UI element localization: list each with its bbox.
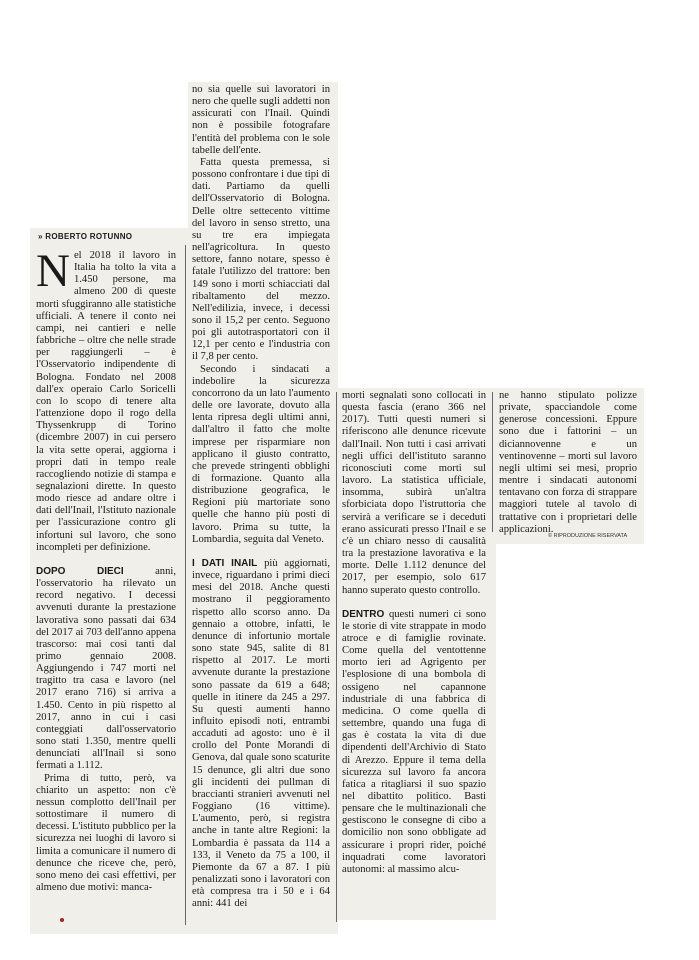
column-2: [192, 84, 330, 910]
column-4: [499, 390, 637, 536]
column-1: [36, 245, 176, 894]
section-lead: I DATI INAIL: [192, 557, 258, 569]
paragraph: Nel 2018 il lavoro in Italia ha tolto la vita a 1.450 persone, ma almeno 200 di queste morti sfuggiranno alle statistiche ufficiali. A tenere il conto nei campi, nei cantieri e nelle fabbriche – oltre che nelle strade per raggiungerli – è l'Osservatorio indipendente di Bologna. Fondato nel 2008 dall'ex operaio Carlo Soricelli con lo scopo di tenere alta l'attenzione dopo il rogo della Thyssenkrupp di Torino (dicembre 2007) in cui persero la vita sette operai, aggiorna i propri dati in tempo reale raccogliendo notizie di stampa e segnalazioni dirette. In questo modo riesce ad andare oltre i dati dell'Inail, l'Istituto nazionale per l'assicurazione contro gli infortuni sul lavoro, che sono incompleti per definizione.: [36, 245, 176, 553]
red-dot: [60, 918, 64, 922]
paragraph: morti segnalati sono collocati in questa fascia (erano 366 nel 2017). Tutti questi numeri si riferiscono alle denunce ricevute dall'Inail. Non tutti i casi arrivati negli uffici dell'istituto saranno riconosciuti come morti sul lavoro. La statistica ufficiale, insomma, subirà un'altra sforbiciata dopo l'istruttoria che servirà a verificare se i deceduti erano assicurati presso l'Inail e se c'è un chiaro nesso di causalità tra la prestazione lavorativa e la morte. Delle 1.112 denunce del 2017, per esempio, solo 617 hanno superato questo controllo.: [342, 390, 486, 596]
column-rule: [492, 392, 493, 532]
section-lead: DENTRO: [342, 608, 385, 620]
column-rule: [185, 245, 186, 925]
paragraph: ne hanno stipulato polizze private, spacciandole come generose concessioni. Eppure sono due i fattorini – un diciannovenne e un ventinovenne – morti sul lavoro negli ultimi sei mesi, proprio mentre i sindacati autonomi tentavano con forza di strappare maggiori tutele al tavolo di trattative con i proprietari delle applicazioni.: [499, 390, 637, 535]
drop-cap: N: [36, 245, 70, 297]
paragraph: no sia quelle sui lavoratori in nero che quelle sugli addetti non assicurati con l'Inail. Quindi non è possibile fotografare l'entità del problema con le sole tabelle dell'ente.: [192, 84, 330, 156]
section-lead: DOPO DIECI: [36, 565, 124, 577]
copyright-notice: © RIPRODUZIONE RISERVATA: [548, 533, 628, 539]
paragraph: I DATI INAIL più aggiornati, invece, riguardano i primi dieci mesi del 2018. Anche questi mostrano il peggioramento rispetto allo scorso anno. Da gennaio a ottobre, infatti, le denunce di infortunio mortale sono state 945, salite di 81 rispetto al 2017. Le morti avvenute durante la prestazione sono passate da 619 a 648; quelle in itinere da 245 a 297. Su questi aumenti hanno influito episodi noti, entrambi accaduti ad agosto: uno è il crollo del Ponte Morandi di Genova, dal quale sono scaturite 15 denunce, gli altri due sono gli incidenti dei pullman di braccianti stranieri avvenuti nel Foggiano (16 vittime). L'aumento, però, si registra anche in tante altre Regioni: la Lombardia è passata da 114 a 133, il Veneto da 75 a 100, il Piemonte da 67 a 87. I più penalizzati sono i lavoratori con età compresa tra i 50 e i 64 anni: 441 dei: [192, 557, 330, 910]
paragraph: DENTRO questi numeri ci sono le storie di vite strappate in modo atroce e di famiglie rovinate. Come quella del ventottenne morto ieri ad Agrigento per l'esplosione di una bombola di ossigeno nel capannone industriale di una fabbrica di medicina. O come quella di settembre, quando una fuga di gas è costata la vita di due dipendenti dell'Archivio di Stato di Arezzo. Eppure il tema della sicurezza sul lavoro fa ancora fatica a ritagliarsi il suo spazio nel dibattito politico. Basti pensare che le multinazionali che gestiscono le consegne di cibo a domicilio non sono obbligate ad assicurare i propri rider, poiché inquadrati come lavoratori autonomi: al massimo alcu-: [342, 608, 486, 875]
paragraph: Prima di tutto, però, va chiarito un aspetto: non c'è nessun complotto dell'Inail per sottostimare il numero di decessi. L'istituto pubblico per la sicurezza nei luoghi di lavoro si limita a comunicare il numero di denunce che riceve che, però, sono meno dei casi effettivi, per almeno due motivi: manca-: [36, 772, 176, 893]
paragraph: Fatta questa premessa, si possono confrontare i due tipi di dati. Partiamo da quelli dell'Osservatorio di Bologna. Delle oltre settecento vittime del lavoro in senso stretto, una su tre era impiegata nell'agricoltura. In questo settore, fanno notare, spesso è fatale l'utilizzo del trattore: ben 149 sono i morti schiacciati dal ribaltamento del mezzo. Nell'edilizia, invece, i decessi sono il 15,2 per cento. Seguono poi gli autotrasportatori con il 12,1 per cento e l'industria con il 7,8 per cento.: [192, 156, 330, 363]
paragraph: DOPO DIECI anni, l'osservatorio ha rilevato un record negativo. I decessi avvenuti durante la prestazione lavorativa sono passati dai 634 del 2017 ai 703 dell'anno appena trascorso: mai così tanti dal primo gennaio 2008. Aggiungendo i 747 morti nel tragitto tra casa e lavoro (nel 2017 erano 716) si arriva a 1.450. Cento in più rispetto al 2017, anno in cui i casi conteggiati dall'osservatorio sono stati 1.350, mentre quelli denunciati all'Inail si sono fermati a 1.112.: [36, 565, 176, 772]
byline: » ROBERTO ROTUNNO: [38, 232, 133, 241]
column-rule: [336, 392, 337, 922]
column-3: [342, 390, 486, 876]
paragraph: Secondo i sindacati a indebolire la sicurezza concorrono da un lato l'aumento delle ore lavorate, dovuto alla lenta ripresa degli ultimi anni, dall'altro il fatto che molte imprese per risparmiare non applicano il giusto contratto, che prevede stringenti obblighi di formazione. Quanto alla distribuzione geografica, le Regioni più martoriate sono quelle che hanno più posti di lavoro. Prima su tutte, la Lombardia, seguita dal Veneto.: [192, 363, 330, 545]
